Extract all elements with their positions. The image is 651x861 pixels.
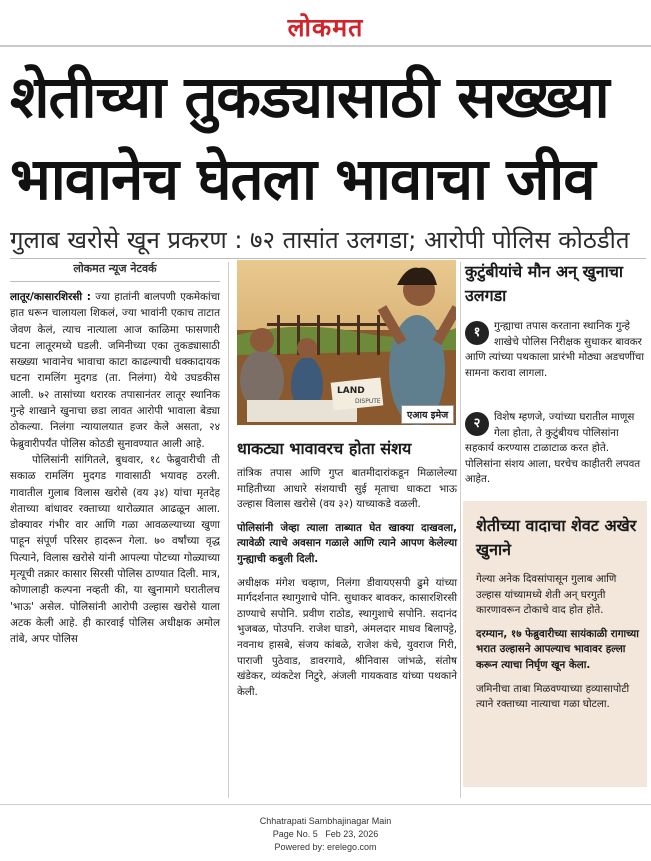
image-caption-tag: एआय इमेज [401,405,454,424]
footer-date: Feb 23, 2026 [325,829,379,839]
byline-divider [10,281,220,282]
numbered-point-text-2: विशेष म्हणजे, ज्यांच्या घरातील माणूस गेला होता, ते कुटुंबीयच पोलिसांना सहकार्य करण्यास टाळाटाळ करत होते. पोलिसांना संशय आला, घरचेच काहीतरी लपवत आहेत. [465,411,641,486]
sidebar-box-paragraph-3: जमिनीचा ताबा मिळवण्याच्या हव्यासापोटी त्याने रक्ताच्या नात्याचा गळा घोटला. [476,682,630,711]
article-illustration [237,260,456,425]
numbered-point-1 [465,319,647,381]
column-divider-2 [460,262,461,798]
headline-line-2: भावानेच घेतला भावाचा जीव [10,145,595,213]
sidebar-box-paragraph-1: गेल्या अनेक दिवसांपासून गुलाब आणि उल्हास यांच्यामध्ये शेती अन् घरगुती कारणावरून टोकाचे वाद होत होते. [476,573,617,617]
column-divider-1 [228,262,229,798]
ai-illustration-image [237,260,456,425]
byline: लोकमत न्यूज नेटवर्क [73,262,157,275]
paragraph-1: ज्या हातांनी बालपणी एकमेकांचा हात धरून चालायला शिकलं, ज्या भावांनी एकाच ताटात जेवण केलं, त्याच नात्याला आज काळिमा फासणारी घटना लातूरमध्ये घडली. जमिनीच्या एका तुकड्यासाठी सख्ख्या भावानेच भावाचा काटा काढल्याची धक्कादायक घटना रामलिंग मुदगड (ता. निलंगा) येथे उघडकीस आली. ७२ तासांच्या थरारक तपासानंतर लातूर स्थानिक गुन्हे शाखाने खुनाचा छडा लावत आरोपी भावाला बेड्या ठोकल्या. निलंगा न्यायालयात हजर केले असता, २४ फेब्रुवारीपर्यंत पोलिस कोठडी सुनावण्यात आली आहे. [10,291,220,450]
column-2-paragraph-1: तांत्रिक तपास आणि गुप्त बातमीदारांकडून मिळालेल्या माहितीच्या आधारे संशयाची सुई मृताचा धाकटा भाऊ उल्हास विलास खरोसे (वय ३२) याच्याकडे वळली. [237,467,457,511]
sidebar-box-paragraph-2: दरम्यान, १७ फेब्रुवारीच्या सायंकाळी रागाच्या भरात उल्हासने आपल्याच भावावर हल्ला करून त्याचा निर्घृण खून केला. [476,627,639,671]
dateline: लातूर/कासारशिरसी : [10,291,91,303]
number-badge-1: १ [465,321,489,345]
paragraph-2: पोलिसांनी सांगितले, बुधवार, १८ फेब्रुवारीची ती सकाळ रामलिंग मुदगड गावासाठी भयावह ठरली. गावातील गुलाब विलास खरोसे (वय ३४) यांचा मृतदेह शेताच्या बांधावर रक्ताच्या थारोळ्यात आढळून आला. डोक्यावर गंभीर वार आणि गळा आवळल्याच्या खुणा पाहून संपूर्ण परिसर हादरून गेला. ७० वर्षांच्या वृद्ध पित्याने, विलास खरोसे यांनी आपल्या पोटच्या गोळ्याच्या मृत्यूची तक्रार कासार सिरसी पोलिस ठाण्यात दिली. मात्र, कोणालाही कल्पना नव्हती की, या खुनामागे घरातीलच 'भाऊ' असेल. पोलिसांनी आरोपी उल्हास खरोसे याला अटक केली आहे. ही कारवाई पोलिस अधीक्षक अमोल तांबे, अपर पोलिस [10,453,220,646]
column-2-paragraph-2: पोलिसांनी जेव्हा त्याला ताब्यात घेत खाक्या दाखवला, त्यावेळी त्याचे अवसान गळाले आणि त्याने आपण केलेल्या गुन्ह्याची कबुली दिली. [237,521,457,565]
footer-page: Page No. 5 [272,829,318,839]
number-badge-2: २ [465,412,489,436]
land-sign-label: LAND [337,386,365,396]
numbered-point-2 [465,410,647,488]
article-column-2 [237,466,457,708]
sidebar-box-text [476,572,641,721]
masthead-divider [0,45,651,47]
subheadline: गुलाब खरोसे खून प्रकरण : ७२ तासांत उलगडा; आरोपी पोलिस कोठडीत [10,226,630,254]
article-column-1 [10,289,220,648]
headline-line-1: शेतीच्या तुकड्यासाठी सख्ख्या [10,63,609,131]
footer-divider [0,804,651,805]
column-2-paragraph-3: अधीक्षक मंगेश चव्हाण, निलंगा डीवायएसपी ढुमे यांच्या मार्गदर्शनात स्थागुशाचे पोनि. सुधाकर बावकर, कासारशिरसी ठाण्याचे सपोनि. प्रवीण राठोड, स्थागुशाचे सपोनि. सदानंद भुजबळ, पोउपनि. राजेश घाडगे, अंमलदार माधव बिलापट्टे, नवनाथ हासबे, संजय कांबळे, राजेश कंचे, युवराज गिरी, पाराजी पुठेवाड, डावरगावे, श्रीनिवास जांभळे, संतोष खंडेकर, व्यंकटेश निटुरे, अंजली गायकवाड यांच्या पथकाने केली. [237,576,457,698]
numbered-point-text-1: गुन्ह्याचा तपास करताना स्थानिक गुन्हे शाखेचे पोलिस निरीक्षक सुधाकर बावकर आणि त्यांच्या पथकाला प्रारंभी मोठ्या अडचणींचा सामना करावा लागला. [465,320,644,379]
footer-powered-by: Powered by: erelego.com [274,842,377,852]
newspaper-logo: लोकमत [287,13,364,42]
subheadline-divider [10,258,646,259]
column-3-heading: कुटुंबीयांचे मौन अन् खुनाचा उलगडा [465,262,624,305]
footer-page-date [0,829,651,839]
dispute-sign-label: DISPUTE [355,398,381,405]
footer-edition: Chhatrapati Sambhajinagar Main [259,816,392,826]
column-2-heading: धाकट्या भावावरच होता संशय [237,439,412,458]
sidebar-box-heading: शेतीच्या वादाचा शेवट अखेर खुनाने [476,516,637,559]
